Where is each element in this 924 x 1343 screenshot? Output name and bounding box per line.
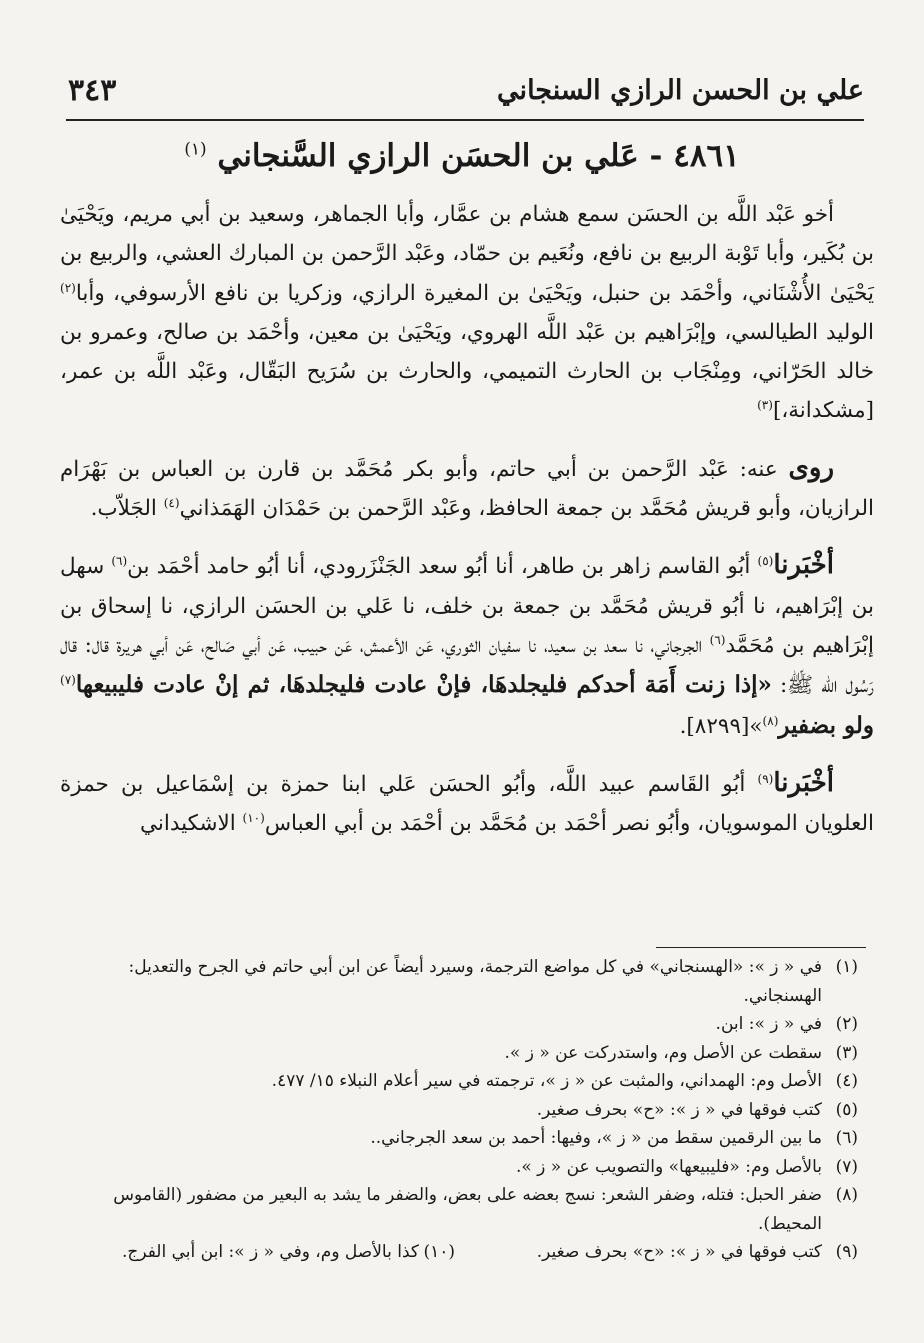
footnote xyxy=(60,1153,866,1182)
paragraph-text: الاشكيداني xyxy=(139,811,243,837)
lead-word: أخْبَرنا xyxy=(773,767,834,798)
hadith-number: »[٨٢٩٩]. xyxy=(679,713,763,739)
page-number: ٣٤٣ xyxy=(68,72,117,108)
paragraph-text: الجرجاني، نا سعد بن سعيد، نا سفيان الثوري، عَن الأعمش، عَن حبيب، عَن أبي صَالح، عَن أبي هريرة قال: قال رَسُول الله ﷺ: xyxy=(60,632,874,699)
footnote-ref: (١) xyxy=(184,139,207,160)
footnote-number: (١) xyxy=(835,957,858,977)
footnote xyxy=(60,953,866,1010)
footnote-ref: (٨) xyxy=(762,713,779,728)
footnote-text: بالأصل وم: «فليبيعها» والتصويب عن « ز ». xyxy=(515,1156,822,1177)
footnote xyxy=(60,1124,866,1153)
footnote-ref: (٤) xyxy=(163,495,180,510)
paragraph-text: الوليد الطيالسي، وإبْرَاهيم بن عَبْد اللَّه الهروي، ويَحْيَىٰ بن معين، وأحْمَد بن صالح، وعمرو بن خالد الحَرّاني، ومِنْجَاب بن الحارث التميمي، والحارث بن سُرَيح البَقّال، وعَبْد اللَّه بن عمر، [مشكدانة،] xyxy=(60,319,874,424)
footnote-text: الأصل وم: الهمداني، والمثبت عن « ز »، ترجمته في سير أعلام النبلاء ١٥/ ٤٧٧. xyxy=(271,1071,822,1091)
paragraph-hadith-chain xyxy=(60,546,874,745)
footnote-number: (٦) xyxy=(835,1128,858,1148)
footnote-number: (٤) xyxy=(835,1071,858,1091)
entry-heading xyxy=(60,138,864,174)
footnote xyxy=(60,1181,866,1238)
paragraph-narrators xyxy=(60,449,874,529)
lead-word: أخْبَرنا xyxy=(773,550,834,581)
footnote-number: (٧) xyxy=(835,1156,858,1177)
footnote-ref: (٥) xyxy=(757,554,774,569)
footnote-ref: (٧) xyxy=(60,673,76,688)
footnote-text: كتب فوقها في « ز »: «ح» بحرف صغير. xyxy=(536,1242,822,1262)
footnote-number: (٢) xyxy=(835,1014,858,1034)
footnote-number: (٨) xyxy=(835,1185,858,1205)
paragraph-second-chain xyxy=(60,764,874,844)
footnote-text: كتب فوقها في « ز »: «ح» بحرف صغير. xyxy=(536,1099,822,1120)
running-head xyxy=(68,66,864,114)
footnote-text: في « ز »: «الهسنجاني» في كل مواضع الترجمة، وسيرد أيضاً عن ابن أبي حاتم في الجرح والتعديل: الهسنجاني. xyxy=(128,957,822,1006)
hadith-text: «إذا زنت أَمَة أحدكم فليجلدهَا، فإنْ عادت فليجلدهَا، ثم إنْ عادت فليبيعها xyxy=(75,671,772,699)
paragraph-text: الجَلاّب. xyxy=(90,496,164,522)
lead-word: روى xyxy=(788,452,834,483)
footnote-rule xyxy=(656,947,866,948)
footnotes xyxy=(60,947,866,1267)
footnote-ref: (٦) xyxy=(111,554,128,569)
paragraph-teachers xyxy=(60,195,874,431)
footnote-ref: (٦) xyxy=(709,632,726,647)
header-rule xyxy=(66,119,864,121)
footnote-text: في « ز »: ابن. xyxy=(715,1014,822,1034)
footnote-number: (٩) xyxy=(835,1242,858,1262)
hadith-text: ولو بضفير xyxy=(778,711,874,739)
footnote xyxy=(60,1010,866,1039)
footnote xyxy=(60,1067,866,1096)
paragraph-text: أخو عَبْد اللَّه بن الحسَن سمع هشام بن عمَّار، وأبا الجماهر، وسعيد بن أبي مريم، ويَحْيَىٰ بن بُكَير، وأبا تَوْبة الربيع بن نافع، ونُعَيم بن حمّاد، وعَبْد الرَّحمن بن المبارك العشي، والربيع بن يَحْيَىٰ الأُشْنَاني، وأحْمَد بن حنبل، ويَحْيَىٰ بن المغيرة الرازي، وزكريا بن نافع الأرسوفي، وأبا xyxy=(60,202,874,306)
footnote xyxy=(463,1238,866,1267)
footnote-ref: (٢) xyxy=(60,280,76,295)
footnote-ref: (١٠) xyxy=(242,811,265,825)
paragraph-text: عنه: عَبْد الرَّحمن بن أبي حاتم، وأبو بكر مُحَمَّد بن قارن بن العباس بن بَهْرَام الرازيان، وأبو قريش مُحَمَّد بن جمعة الحافظ، وعَبْد الرَّحمن بن حَمْدَان الهَمَذاني xyxy=(60,456,874,522)
footnote-number: (٣) xyxy=(835,1042,858,1063)
footnote-number: (١٠) xyxy=(423,1242,455,1262)
footnote-ref: (٩) xyxy=(757,771,774,786)
paragraph-text: أبُو القاسم زاهر بن طاهر، أنا أبُو سعد الجَنْزَرودي، أنا أبُو حامد أحْمَد بن xyxy=(127,554,758,580)
footnote-number: (٥) xyxy=(835,1099,858,1120)
footnote-text: ما بين الرقمين سقط من « ز »، وفيها: أحمد بن سعد الجرجاني.. xyxy=(370,1128,822,1148)
footnote-ref: (٣) xyxy=(757,398,773,413)
footnote xyxy=(60,1096,866,1125)
paragraph-text: سهل بن إبْرَاهيم، نا أبُو قريش مُحَمَّد بن جمعة بن خلف، نا عَلي بن الحسَن الرازي، نا إسحاق بن إبْرَاهيم بن مُحَمَّد xyxy=(60,554,874,658)
entry-title: ٤٨٦١ - عَلي بن الحسَن الرازي السَّنجاني xyxy=(217,138,740,174)
footnote-pair xyxy=(60,1238,866,1267)
footnote-text: ضفر الحبل: فتله، وضفر الشعر: نسج بعضه على بعض، والضفر ما يشد به البعير من مضفور (القاموس المحيط). xyxy=(113,1185,822,1234)
running-head-title: علي بن الحسن الرازي السنجاني xyxy=(497,74,864,106)
main-text xyxy=(60,195,874,861)
footnote xyxy=(60,1039,866,1068)
footnote xyxy=(60,1238,463,1267)
footnote-text: كذا بالأصل وم، وفي « ز »: ابن أبي الفرج. xyxy=(121,1242,419,1262)
footnote-text: سقطت عن الأصل وم، واستدركت عن « ز ». xyxy=(504,1042,822,1063)
paragraph-text: أبُو القَاسم عبيد اللَّه، وأبُو الحسَن عَلي ابنا حمزة بن إسْمَاعيل بن حمزة العلويان الموسويان، وأبُو نصر أحْمَد بن مُحَمَّد بن أحْمَد بن أبي العباس xyxy=(60,771,874,837)
